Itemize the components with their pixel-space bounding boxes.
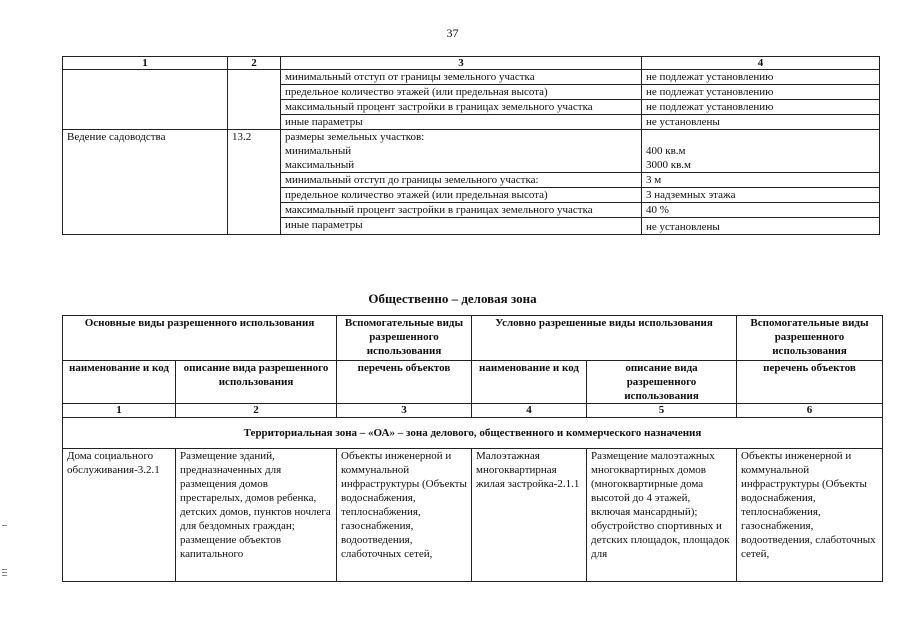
cell-text: Размещение малоэтажных многоквартирных домов (многоквартирные дома высотой до 4 этажей, включая мансардный); обустройство спортивных и детских площадок, площадок для bbox=[591, 450, 730, 560]
header-name-code-2: наименование и код bbox=[472, 361, 587, 404]
use-name-code-cell bbox=[63, 449, 176, 582]
header-main-uses: Основные виды разрешенного использования bbox=[63, 316, 337, 361]
header-name-code-1: наименование и код bbox=[63, 361, 176, 404]
value-cell: не подлежат установлению bbox=[642, 85, 880, 100]
table-row bbox=[63, 70, 880, 85]
objects-list-cell bbox=[337, 449, 472, 582]
value-cell: не подлежат установлению bbox=[642, 70, 880, 85]
param-cell: максимальный процент застройки в границах земельного участка bbox=[281, 203, 642, 218]
header-objects-2: перечень объектов bbox=[737, 361, 883, 404]
use-code-cell: 13.2 bbox=[228, 130, 281, 235]
cell-text: Объекты инженерной и коммунальной инфраструктуры (Объекты водоснабжения, теплоснабжения, газоснабжения, водоотведения, слаботочных сетей, bbox=[341, 450, 467, 560]
header-conditional-uses: Условно разрешенные виды использования bbox=[472, 316, 737, 361]
value-cell: 400 кв.м 3000 кв.м bbox=[642, 130, 880, 173]
column-numbers-row bbox=[63, 404, 883, 418]
group-header-row bbox=[63, 316, 883, 361]
param-cell: предельное количество этажей (или предельная высота) bbox=[281, 188, 642, 203]
value-cell: не подлежат установлению bbox=[642, 100, 880, 115]
use-name-code-cell bbox=[472, 449, 587, 582]
column-number-2: 2 bbox=[176, 404, 337, 418]
value-cell: не установлены bbox=[642, 218, 880, 235]
param-cell: предельное количество этажей (или предельная высота) bbox=[281, 85, 642, 100]
page-number: 37 bbox=[446, 26, 459, 40]
param-cell: минимальный отступ от границы земельного участка bbox=[281, 70, 642, 85]
param-cell: максимальный процент застройки в границах земельного участка bbox=[281, 100, 642, 115]
column-number-4: 4 bbox=[642, 57, 880, 70]
empty-cell bbox=[228, 70, 281, 130]
objects-list-cell bbox=[737, 449, 883, 582]
table-row bbox=[63, 449, 883, 582]
table-header-row bbox=[63, 57, 880, 70]
header-aux-uses-1: Вспомогательные виды разрешенного использования bbox=[337, 316, 472, 361]
param-cell: иные параметры bbox=[281, 115, 642, 130]
cell-text: Объекты инженерной и коммунальной инфраструктуры (Объекты водоснабжения, теплоснабжения, газоснабжения, водоотведения, слаботочных сетей, bbox=[741, 450, 876, 560]
param-cell: иные параметры bbox=[281, 218, 642, 235]
header-description-1: описание вида разрешенного использования bbox=[176, 361, 337, 404]
zone-title-row bbox=[63, 418, 883, 449]
cell-text: Размещение зданий, предназначенных для размещения домов престарелых, домов ребенка, детских домов, пунктов ночлега для бездомных граждан; размещение объектов капитального bbox=[180, 450, 331, 560]
zone-title: Территориальная зона – «ОА» – зона делового, общественного и коммерческого назначения bbox=[63, 418, 883, 449]
column-number-4: 4 bbox=[472, 404, 587, 418]
param-cell: минимальный отступ до границы земельного участка: bbox=[281, 173, 642, 188]
column-number-6: 6 bbox=[737, 404, 883, 418]
column-number-1: 1 bbox=[63, 404, 176, 418]
empty-cell bbox=[63, 70, 228, 130]
column-number-1: 1 bbox=[63, 57, 228, 70]
cell-text: Малоэтажная многоквартирная жилая застройка-2.1.1 bbox=[476, 450, 580, 490]
land-parameters-table bbox=[62, 56, 880, 235]
column-number-5: 5 bbox=[587, 404, 737, 418]
value-cell: не установлены bbox=[642, 115, 880, 130]
cell-text: Дома социального обслуживания-3.2.1 bbox=[67, 450, 160, 476]
value-cell: 40 % bbox=[642, 203, 880, 218]
use-description-cell bbox=[587, 449, 737, 582]
header-aux-uses-2: Вспомогательные виды разрешенного использования bbox=[737, 316, 883, 361]
column-number-3: 3 bbox=[337, 404, 472, 418]
scan-mark bbox=[2, 569, 7, 570]
sub-header-row bbox=[63, 361, 883, 404]
scan-mark bbox=[2, 572, 7, 573]
value-cell: 3 надземных этажа bbox=[642, 188, 880, 203]
param-cell: размеры земельных участков: минимальный максимальный bbox=[281, 130, 642, 173]
column-number-3: 3 bbox=[281, 57, 642, 70]
header-description-2: описание вида разрешенного использования bbox=[587, 361, 737, 404]
table-row bbox=[63, 130, 880, 173]
zone-usage-table bbox=[62, 315, 883, 582]
header-objects-1: перечень объектов bbox=[337, 361, 472, 404]
section-title: Общественно – деловая зона bbox=[368, 291, 537, 306]
scan-mark bbox=[2, 525, 7, 526]
scan-mark bbox=[2, 575, 7, 576]
column-number-2: 2 bbox=[228, 57, 281, 70]
use-name-cell: Ведение садоводства bbox=[63, 130, 228, 235]
use-description-cell bbox=[176, 449, 337, 582]
value-cell: 3 м bbox=[642, 173, 880, 188]
